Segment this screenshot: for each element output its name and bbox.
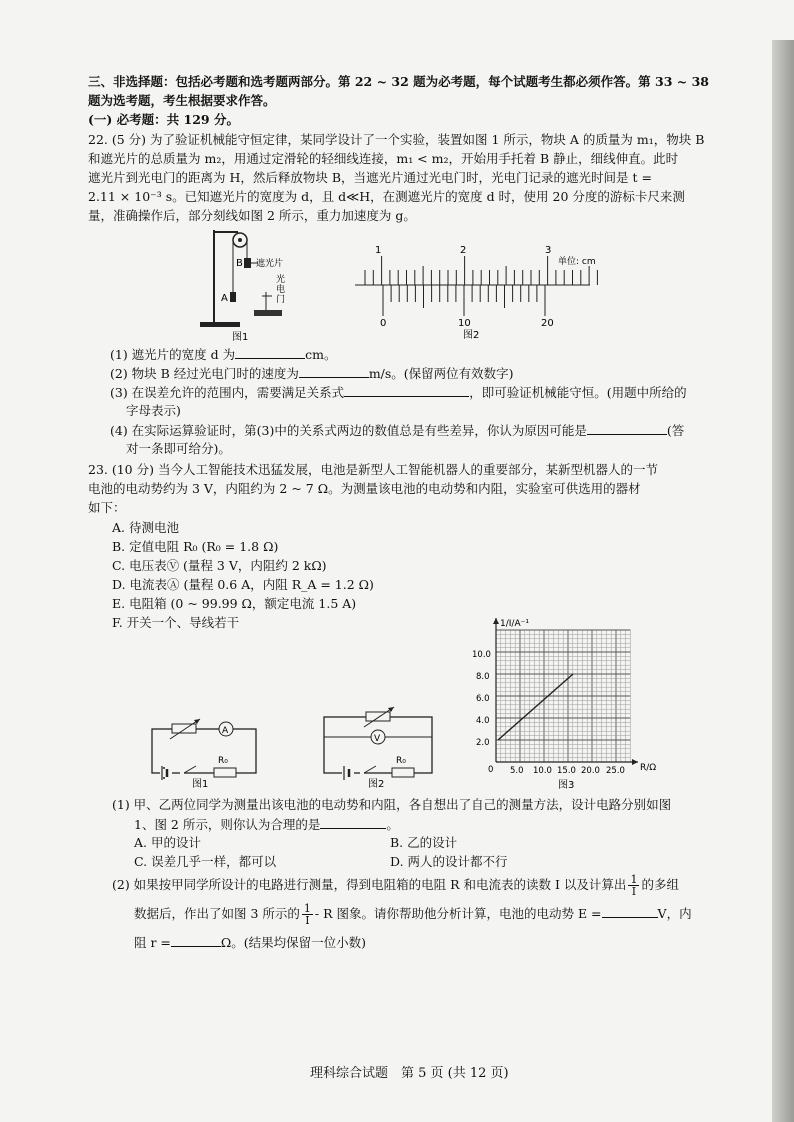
q23-equipment-d: D. 电流表Ⓐ (量程 0.6 A，内阻 R_A = 1.2 Ω) <box>112 577 374 592</box>
q22-part3-line2: 字母表示) <box>126 403 181 418</box>
graph-y-tick-4: 4.0 <box>476 716 490 726</box>
graph-y-tick-10: 10.0 <box>472 650 491 660</box>
q22-part1-post: cm。 <box>305 347 337 362</box>
q23-equipment-c: C. 电压表Ⓥ (量程 3 V，内阻约 2 kΩ) <box>112 558 327 573</box>
main-label-1: 1 <box>375 245 382 256</box>
q22-stem-line1: 22. (5 分) 为了验证机械能守恒定律，某同学设计了一个实验，装置如图 1 所示，物块 A 的质量为 m₁，物块 B <box>88 132 705 147</box>
q22-answer-blank-2[interactable] <box>299 363 369 378</box>
fig2-caption: 图2 <box>463 330 480 340</box>
graph-y-tick-2: 2.0 <box>476 738 490 748</box>
frac-denominator: I <box>631 885 637 898</box>
q22-figure2-vernier <box>345 240 605 340</box>
graph-origin: 0 <box>488 765 494 775</box>
q23-option-a[interactable]: A. 甲的设计 <box>134 835 201 850</box>
q22-answer-blank-3[interactable] <box>344 382 469 397</box>
unit-label: 单位: cm <box>558 257 596 267</box>
q23-answer-blank-e[interactable] <box>602 903 658 918</box>
vernier-sliding-scale <box>383 285 545 316</box>
graph-y-axis-label: 1/I/A⁻¹ <box>500 619 529 629</box>
q23-sub2-line3-pre: 阻 r = <box>134 935 171 950</box>
q23-sub2-line2-pre: 数据后，作出了如图 3 所示的 <box>134 906 300 921</box>
q23-answer-blank-1[interactable] <box>320 814 386 829</box>
graph-x-tick-25: 25.0 <box>606 766 625 776</box>
graph-y-tick-6: 6.0 <box>476 694 490 704</box>
q22-part3 <box>110 382 687 402</box>
fig1-caption: 图1 <box>232 332 249 342</box>
vernier-label-20: 20 <box>541 318 554 329</box>
q22-stem-line2: 和遮光片的总质量为 m₂，用通过定滑轮的轻细线连接，m₁ < m₂，开始用手托着 B 静止，细线伸直。此时 <box>88 151 679 166</box>
q23-sub1-line2-pre: 1、图 2 所示，则你认为合理的是 <box>134 817 321 832</box>
circuit2-caption: 图2 <box>368 779 385 790</box>
q22-part2-post: m/s。(保留两位有效数字) <box>368 366 514 381</box>
section-sub-header: (一) 必考题：共 129 分。 <box>88 112 239 127</box>
q23-option-b[interactable]: B. 乙的设计 <box>390 835 458 850</box>
q23-sub2-line3 <box>134 932 366 952</box>
q23-equipment-f: F. 开关一个、导线若干 <box>112 615 240 630</box>
fig1-label-a: A <box>221 293 228 304</box>
fraction-1-over-i <box>628 874 639 897</box>
q23-graph3 <box>468 612 668 792</box>
q23-stem-line3: 如下： <box>88 500 126 515</box>
q23-sub2-line2-mid: - R 图象。请你帮助他分析计算，电池的电动势 E = <box>314 906 602 921</box>
q23-equipment-a: A. 待测电池 <box>112 520 179 535</box>
q22-stem-line5: 量，准确操作后，部分刻线如图 2 所示，重力加速度为 g。 <box>88 208 416 223</box>
q22-figure1-apparatus <box>192 222 302 342</box>
graph-y-tick-8: 8.0 <box>476 672 490 682</box>
circuit1-resistor-label: R₀ <box>218 756 228 766</box>
graph-x-tick-20: 20.0 <box>581 766 600 776</box>
q23-option-d[interactable]: D. 两人的设计都不行 <box>390 854 508 869</box>
q23-sub1-line2-post: 。 <box>386 817 399 832</box>
page-footer: 理科综合试题 第 5 页 (共 12 页) <box>310 1066 509 1081</box>
q22-answer-blank-1[interactable] <box>235 344 305 359</box>
fig1-label-gate-2: 电 <box>276 285 286 295</box>
q23-stem-line2: 电池的电动势约为 3 V，内阻约为 2 ~ 7 Ω。为测量该电池的电动势和内阻，实验室可供选用的器材 <box>88 481 641 496</box>
graph-grid <box>496 630 630 762</box>
q23-equipment-e: E. 电阻箱 (0 ~ 99.99 Ω，额定电流 1.5 A) <box>112 596 357 611</box>
graph-x-tick-10: 10.0 <box>533 766 552 776</box>
q23-sub2-line3-post: Ω。(结果均保留一位小数) <box>220 935 367 950</box>
q22-stem-line3: 遮光片到光电门的距离为 H，然后释放物块 B，当遮光片通过光电门时，光电门记录的遮光时间是 t = <box>88 170 652 185</box>
q23-sub2-line2 <box>134 903 692 926</box>
fig1-label-gate-1: 光 <box>276 275 286 285</box>
fig1-label-gate-3: 门 <box>276 295 286 305</box>
q22-part1-pre: (1) 遮光片的宽度 d 为 <box>110 347 236 362</box>
fig1-label-b: B <box>236 258 243 269</box>
graph-caption: 图3 <box>558 780 575 791</box>
graph-x-tick-5: 5.0 <box>510 766 524 776</box>
q22-part4 <box>110 420 684 440</box>
q23-sub1-line2 <box>134 814 399 834</box>
vernier-label-0: 0 <box>380 318 387 329</box>
section-header-line2: 题为选考题，考生根据要求作答。 <box>88 93 276 108</box>
q22-part2-pre: (2) 物块 B 经过光电门时的速度为 <box>110 366 299 381</box>
q23-stem-line1: 23. (10 分) 当今人工智能技术迅猛发展，电池是新型人工智能机器人的重要部分，某新型机器人的一节 <box>88 462 658 477</box>
q22-stem-line4: 2.11 × 10⁻³ s。已知遮光片的宽度为 d，且 d≪H，在测遮光片的宽度 d 时，使用 20 分度的游标卡尺来测 <box>88 189 685 204</box>
q23-sub2-line2-post: V，内 <box>657 906 692 921</box>
graph-x-axis-label: R/Ω <box>640 763 657 773</box>
circuit1-meter-label: A <box>222 726 229 736</box>
fraction-1-over-i-2 <box>302 903 313 926</box>
q22-part4-line2: 对一条即可给分)。 <box>126 441 231 456</box>
q22-part4-pre: (4) 在实际运算验证时，第(3)中的关系式两边的数值总是有些差异，你认为原因可能是 <box>110 423 587 438</box>
frac-numerator: 1 <box>630 873 638 886</box>
graph-fit-line <box>498 674 573 740</box>
page-edge-shadow <box>772 40 794 1122</box>
q23-circuit2 <box>320 705 440 790</box>
section-header-line1: 三、非选择题：包括必考题和选考题两部分。第 22 ~ 32 题为必考题，每个试题考生都必须作答。第 33 ~ 38 <box>88 74 709 89</box>
circuit2-resistor-label: R₀ <box>396 756 406 766</box>
graph-x-tick-15: 15.0 <box>557 766 576 776</box>
circuit1-caption: 图1 <box>192 779 209 790</box>
q22-part2 <box>110 363 514 383</box>
q23-sub1-line1: (1) 甲、乙两位同学为测量出该电池的电动势和内阻，各自想出了自己的测量方法，设计电路分别如图 <box>112 797 672 812</box>
q22-part1 <box>110 344 337 364</box>
q23-sub2-line1-pre: (2) 如果按甲同学所设计的电路进行测量，得到电阻箱的电阻 R 和电流表的读数 I 以及计算出 <box>112 877 627 892</box>
vernier-label-10: 10 <box>458 318 471 329</box>
frac2-denominator: I <box>305 914 310 927</box>
fig1-label-shade: 遮光片 <box>256 259 284 269</box>
q22-part3-post: ，即可验证机械能守恒。(用题中所给的 <box>469 385 687 400</box>
q23-option-c[interactable]: C. 误差几乎一样，都可以 <box>134 854 277 869</box>
main-label-3: 3 <box>545 245 552 256</box>
main-label-2: 2 <box>460 245 467 256</box>
q23-equipment-b: B. 定值电阻 R₀ (R₀ = 1.8 Ω) <box>112 539 279 554</box>
q23-circuit1 <box>146 705 266 790</box>
q23-sub2-line1-post: 的多组 <box>641 877 679 892</box>
frac2-numerator: 1 <box>303 902 311 915</box>
q22-answer-blank-4[interactable] <box>587 420 667 435</box>
q22-part3-pre: (3) 在误差允许的范围内，需要满足关系式 <box>110 385 345 400</box>
q23-sub2-line1 <box>112 874 679 897</box>
q22-part4-post: (答 <box>666 423 685 438</box>
q23-answer-blank-r[interactable] <box>171 932 221 947</box>
circuit2-meter-label: V <box>374 734 381 744</box>
